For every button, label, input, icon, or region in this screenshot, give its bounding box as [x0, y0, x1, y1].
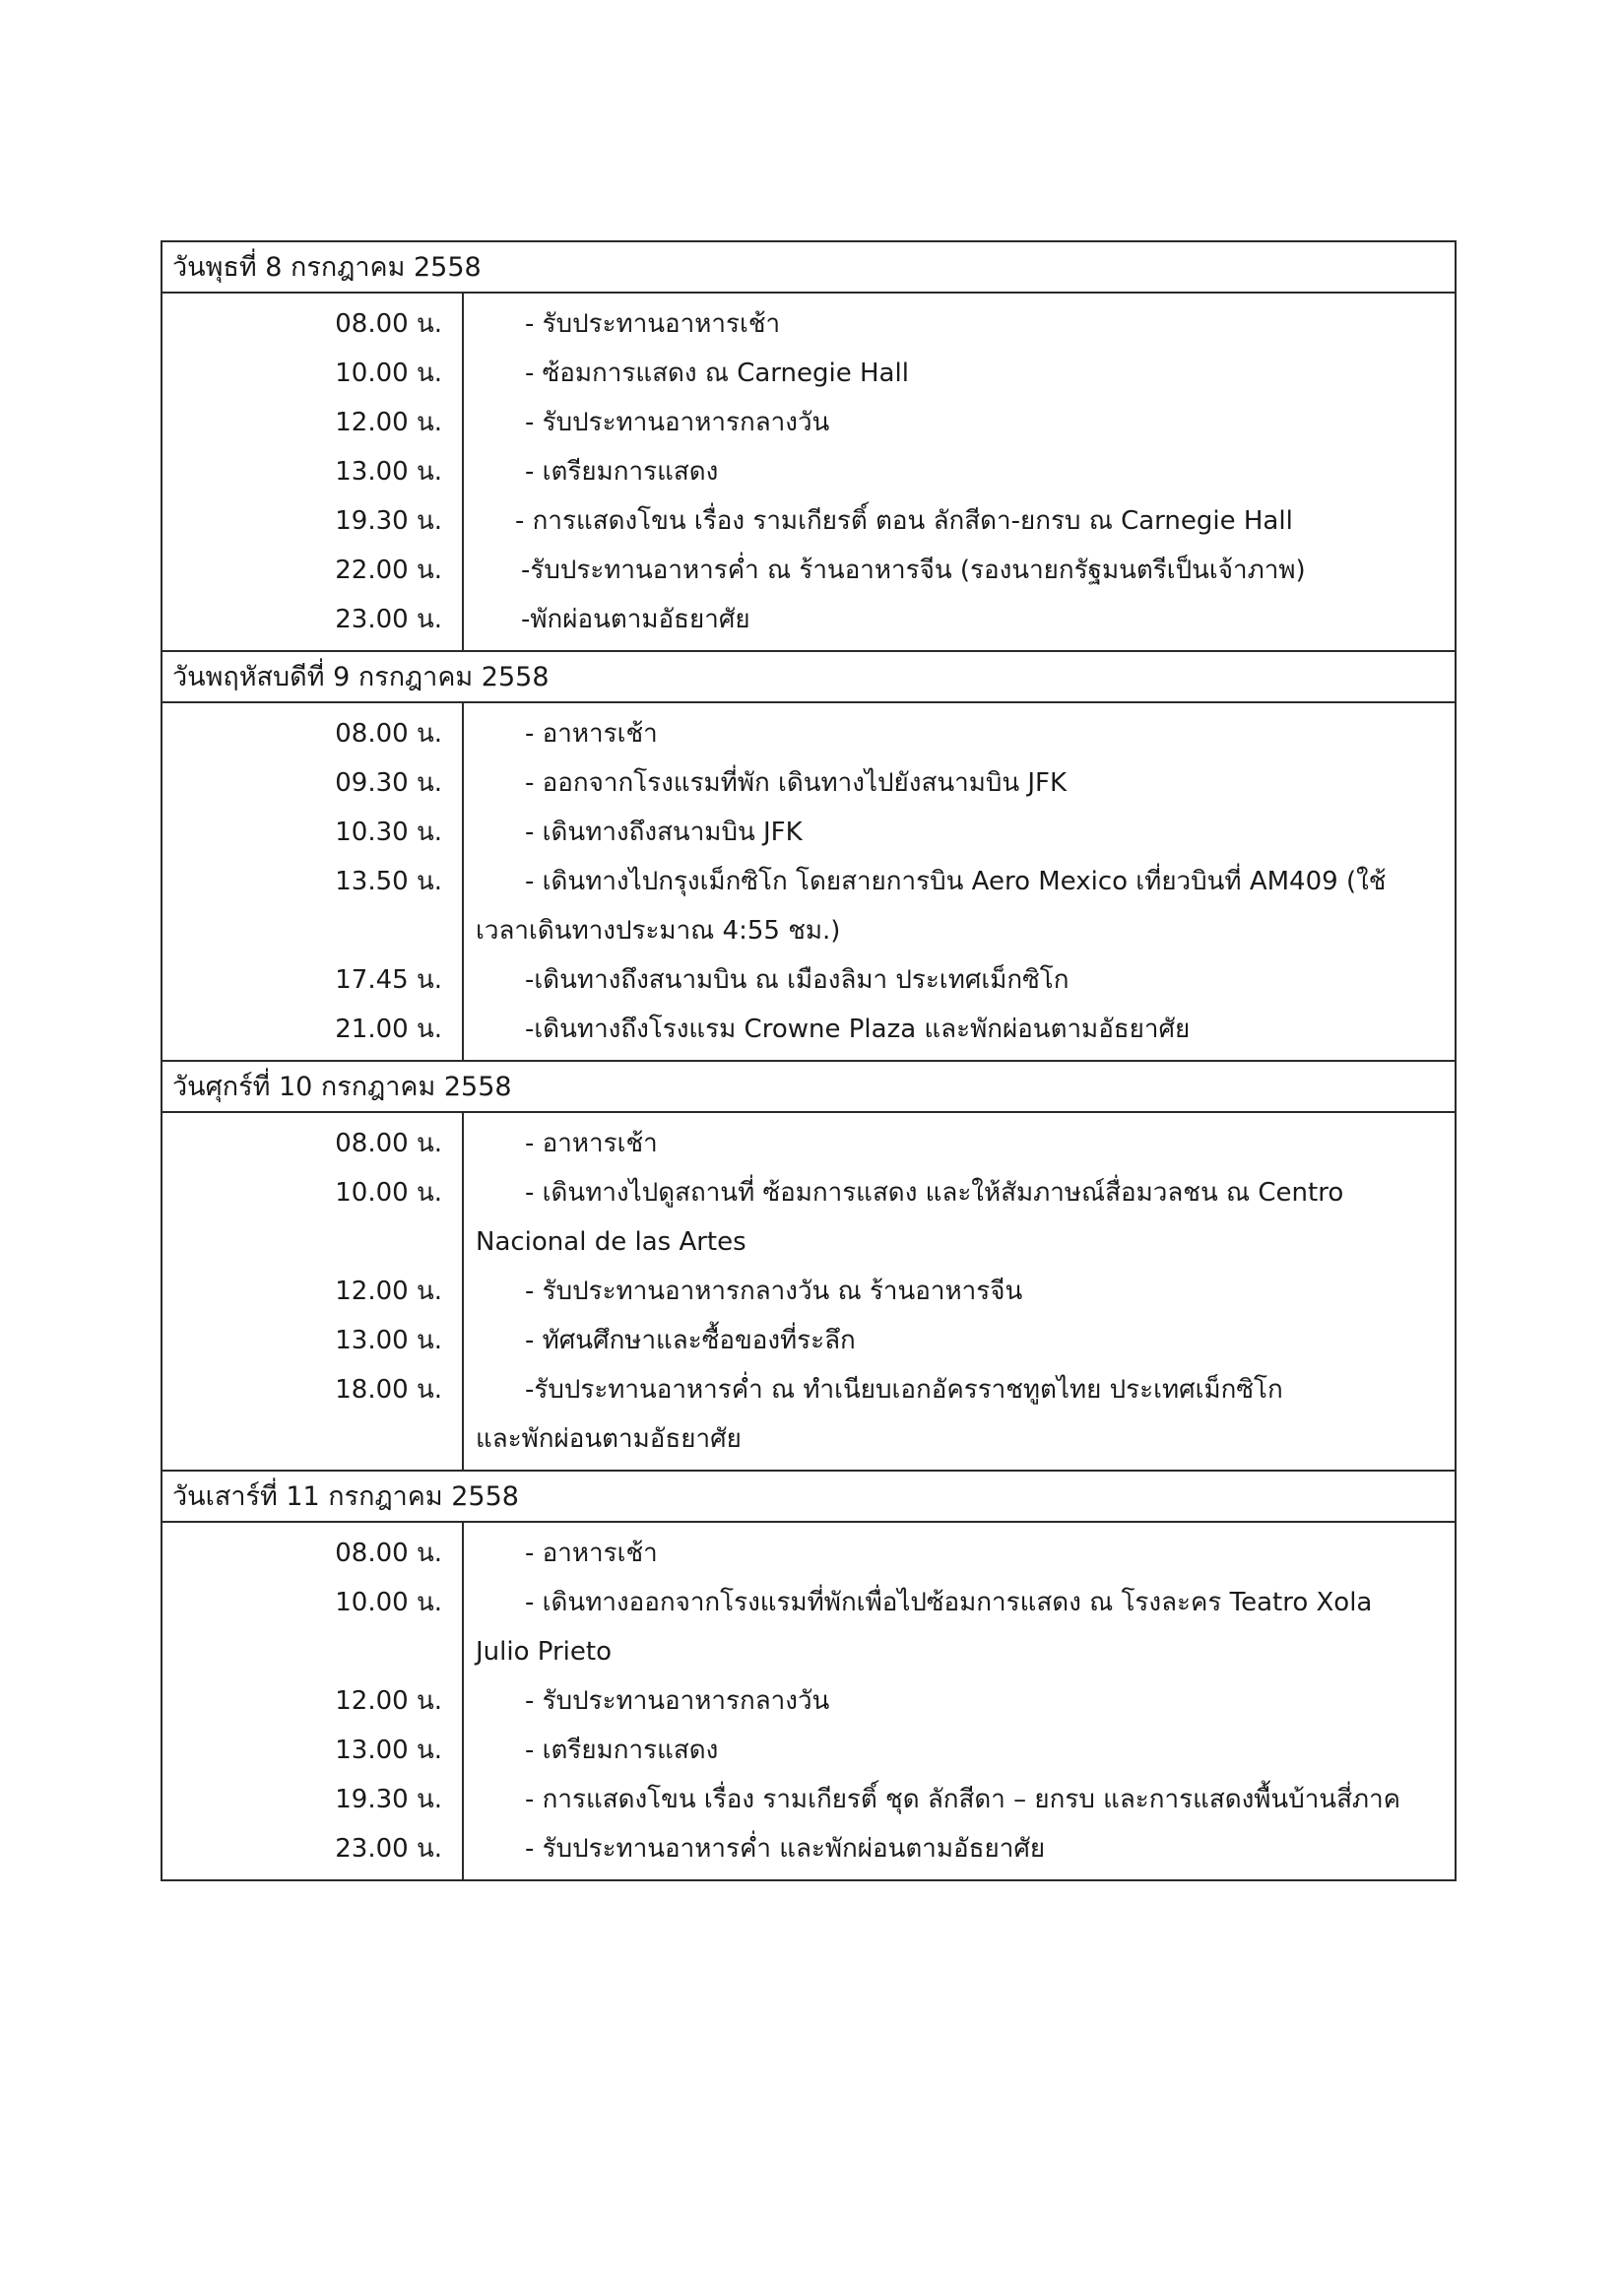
- activity-cell-multiline: [464, 857, 1455, 955]
- time-cell: 13.00 น.: [335, 1326, 442, 1355]
- activity-continuation: Julio Prieto: [476, 1637, 612, 1667]
- time-cell: 08.00 น.: [335, 1539, 442, 1568]
- time-cell: 10.00 น.: [335, 359, 442, 388]
- time-cell: 10.30 น.: [335, 818, 442, 847]
- day-header: วันพฤหัสบดีที่ 9 กรกฎาคม 2558: [162, 651, 1456, 702]
- time-cell: 17.45 น.: [335, 965, 442, 995]
- time-cell: 09.30 น.: [335, 768, 442, 798]
- time-column: [162, 702, 463, 1061]
- activity-column: [463, 1112, 1456, 1471]
- time-cell: 12.00 น.: [335, 1686, 442, 1716]
- activity-continuation: และพักผ่อนตามอัธยาศัย: [476, 1424, 742, 1454]
- time-cell: 13.50 น.: [335, 867, 442, 896]
- schedule-table: [161, 240, 1457, 1881]
- activity-cell: - อาหารเช้า: [525, 719, 658, 749]
- activity-line: - เดินทางไปดูสถานที่ ซ้อมการแสดง และให้สัมภาษณ์สื่อมวลชน ณ Centro: [525, 1178, 1344, 1208]
- activity-column: [463, 1522, 1456, 1880]
- activity-cell: -เดินทางถึงสนามบิน ณ เมืองลิมา ประเทศเม็กซิโก: [525, 965, 1070, 995]
- activity-line: - เดินทางไปกรุงเม็กซิโก โดยสายการบิน Aero Mexico เที่ยวบินที่ AM409 (ใช้: [525, 867, 1387, 896]
- day-header-row: [162, 1061, 1456, 1112]
- day-header-row: [162, 651, 1456, 702]
- activity-cell: - ทัศนศึกษาและซื้อของที่ระลึก: [525, 1326, 856, 1355]
- time-cell: 13.00 น.: [335, 1736, 442, 1765]
- activity-cell: - เตรียมการแสดง: [525, 1736, 719, 1765]
- day-header: วันเสาร์ที่ 11 กรกฎาคม 2558: [162, 1471, 1456, 1522]
- activity-cell: - รับประทานอาหารเช้า: [525, 309, 781, 339]
- day-header: วันศุกร์ที่ 10 กรกฎาคม 2558: [162, 1061, 1456, 1112]
- day-schedule-row: [162, 702, 1456, 1061]
- activity-cell-multiline: [464, 1365, 1455, 1464]
- day-header: วันพุธที่ 8 กรกฎาคม 2558: [162, 241, 1456, 293]
- time-cell: 08.00 น.: [335, 309, 442, 339]
- activity-cell: - อาหารเช้า: [525, 1129, 658, 1158]
- activity-cell: - การแสดงโขน เรื่อง รามเกียรติ์ ตอน ลักสีดา-ยกรบ ณ Carnegie Hall: [515, 506, 1293, 536]
- activity-cell-multiline: [464, 1168, 1455, 1267]
- activity-cell: -เดินทางถึงโรงแรม Crowne Plaza และพักผ่อนตามอัธยาศัย: [525, 1015, 1191, 1044]
- time-cell: 18.00 น.: [335, 1375, 442, 1405]
- activity-column: [463, 702, 1456, 1061]
- time-column: [162, 1522, 463, 1880]
- activity-cell: - อาหารเช้า: [525, 1539, 658, 1568]
- activity-cell-multiline: [464, 1578, 1455, 1676]
- time-cell: 19.30 น.: [335, 506, 442, 536]
- activity-line: -รับประทานอาหารค่ำ ณ ทำเนียบเอกอัครราชทูตไทย ประเทศเม็กซิโก: [525, 1375, 1283, 1405]
- time-cell: 10.00 น.: [335, 1178, 442, 1208]
- activity-cell: -พักผ่อนตามอัธยาศัย: [521, 605, 750, 634]
- time-cell: 13.00 น.: [335, 457, 442, 487]
- time-cell: 21.00 น.: [335, 1015, 442, 1044]
- activity-cell: - รับประทานอาหารกลางวัน ณ ร้านอาหารจีน: [525, 1277, 1023, 1306]
- time-cell: 08.00 น.: [335, 1129, 442, 1158]
- activity-cell: - รับประทานอาหารกลางวัน: [525, 1686, 830, 1716]
- time-column: [162, 1112, 463, 1471]
- day-schedule-row: [162, 1522, 1456, 1880]
- activity-cell: - การแสดงโขน เรื่อง รามเกียรติ์ ชุด ลักสีดา – ยกรบ และการแสดงพื้นบ้านสี่ภาค: [525, 1785, 1401, 1814]
- activity-cell: -รับประทานอาหารค่ำ ณ ร้านอาหารจีน (รองนายกรัฐมนตรีเป็นเจ้าภาพ): [521, 556, 1306, 585]
- time-cell: 23.00 น.: [335, 605, 442, 634]
- activity-cell: - เตรียมการแสดง: [525, 457, 719, 487]
- activity-cell: - ออกจากโรงแรมที่พัก เดินทางไปยังสนามบิน JFK: [525, 768, 1068, 798]
- time-cell: 19.30 น.: [335, 1785, 442, 1814]
- day-header-row: [162, 1471, 1456, 1522]
- time-cell: 08.00 น.: [335, 719, 442, 749]
- day-header-row: [162, 241, 1456, 293]
- day-schedule-row: [162, 1112, 1456, 1471]
- time-column: [162, 293, 463, 651]
- activity-continuation: เวลาเดินทางประมาณ 4:55 ชม.): [476, 916, 841, 946]
- day-schedule-row: [162, 293, 1456, 651]
- activity-cell: - รับประทานอาหารกลางวัน: [525, 408, 830, 437]
- time-cell: 23.00 น.: [335, 1834, 442, 1864]
- activity-line: - เดินทางออกจากโรงแรมที่พักเพื่อไปซ้อมการแสดง ณ โรงละคร Teatro Xola: [525, 1588, 1373, 1617]
- activity-continuation: Nacional de las Artes: [476, 1227, 746, 1257]
- activity-cell: - รับประทานอาหารค่ำ และพักผ่อนตามอัธยาศัย: [525, 1834, 1046, 1864]
- time-cell: 12.00 น.: [335, 408, 442, 437]
- activity-cell: - เดินทางถึงสนามบิน JFK: [525, 818, 803, 847]
- time-cell: 22.00 น.: [335, 556, 442, 585]
- activity-column: [463, 293, 1456, 651]
- time-cell: 10.00 น.: [335, 1588, 442, 1617]
- activity-cell: - ซ้อมการแสดง ณ Carnegie Hall: [525, 359, 909, 388]
- time-cell: 12.00 น.: [335, 1277, 442, 1306]
